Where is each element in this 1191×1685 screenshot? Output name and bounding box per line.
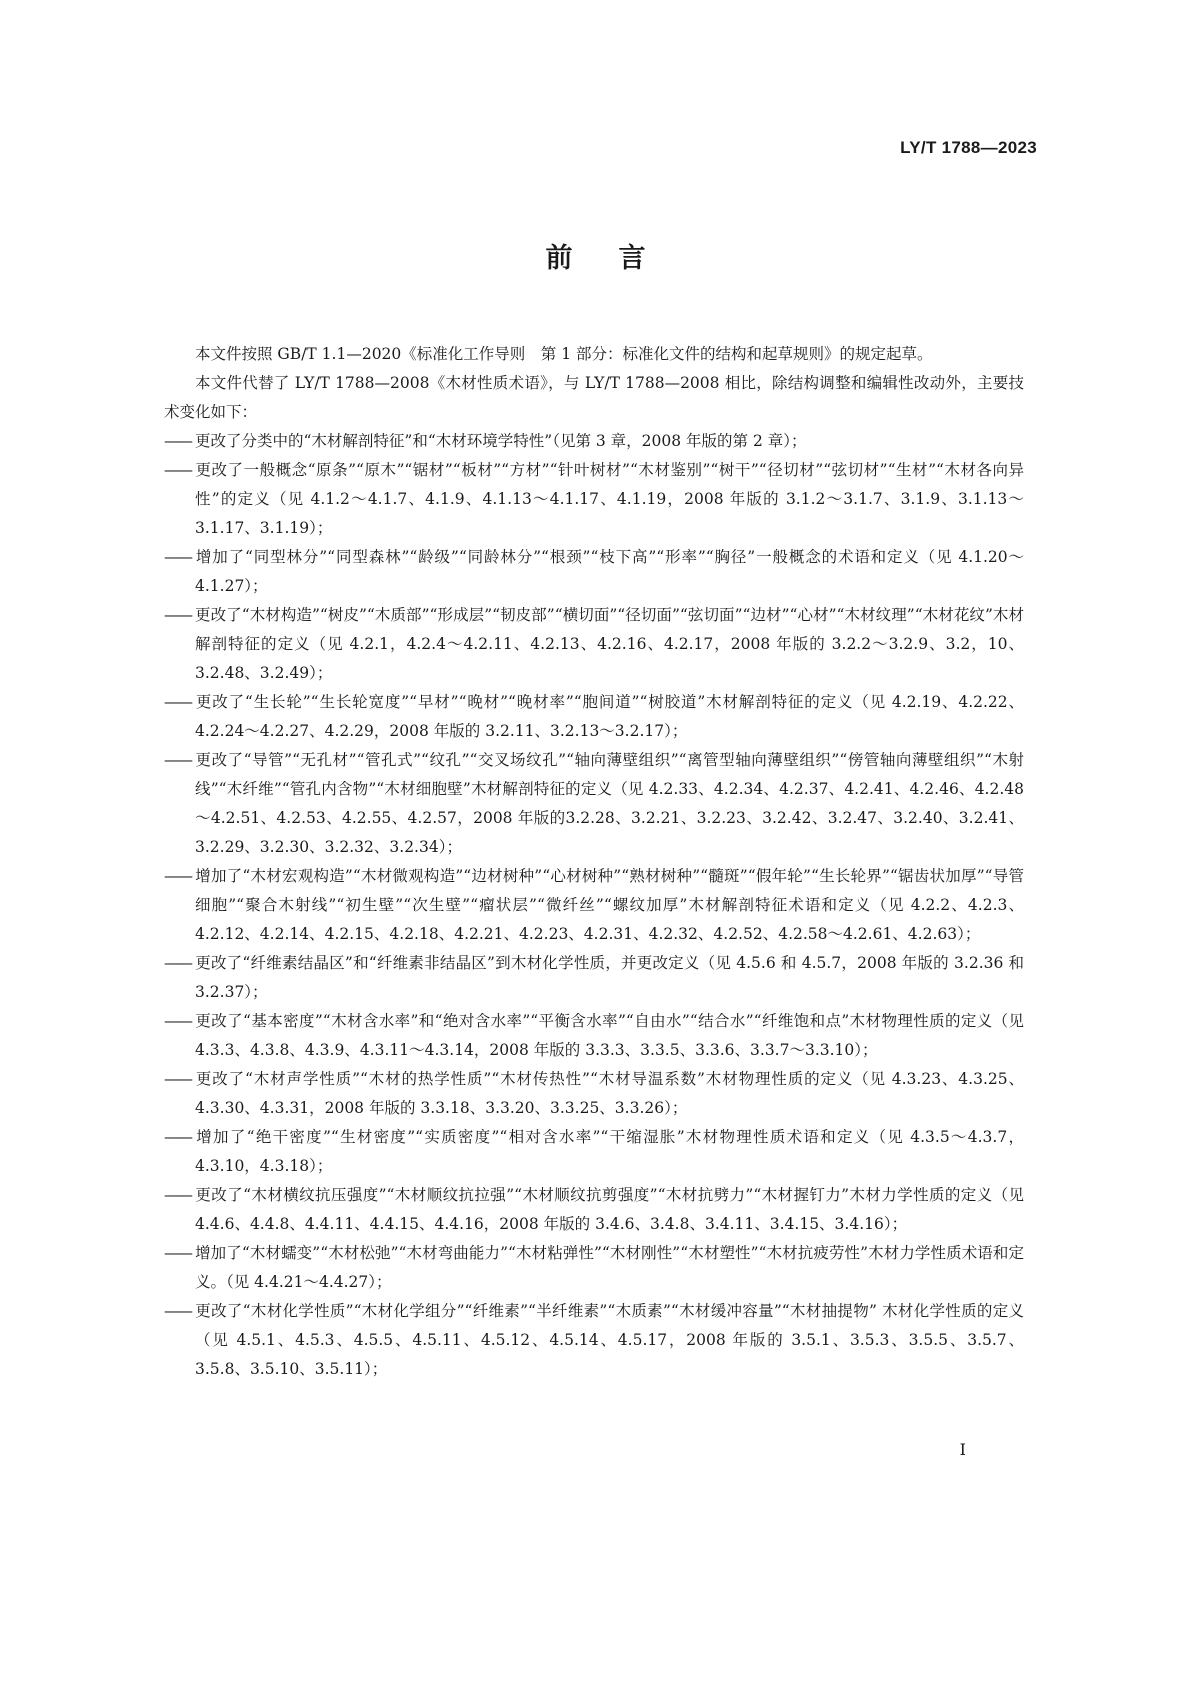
change-item-text: 增加了“绝干密度”“生材密度”“实质密度”“相对含水率”“干缩湿胀”木材物理性质术语和定义（见 4.3.5～4.3.7，4.3.10，4.3.18）；	[195, 1128, 1024, 1175]
change-item	[164, 456, 1024, 543]
change-item	[164, 543, 1024, 601]
change-item	[164, 688, 1024, 746]
change-item	[164, 1007, 1024, 1065]
change-item-text: 更改了“木材化学性质”“木材化学组分”“纤维素”“半纤维素”“木质素”“木材缓冲容量”“木材抽提物” 木材化学性质的定义（见 4.5.1、4.5.3、4.5.5、4.5.11、4.5.12、4.5.14、4.5.17，2008 年版的 3.5.1、3.5.3、3.5.5、3.5.7、3.5.8、3.5.10、3.5.11）；	[195, 1302, 1024, 1378]
list-dash: ——	[164, 606, 191, 624]
page-number: I	[959, 1440, 966, 1459]
change-item	[164, 427, 1024, 456]
change-item-text: 更改了“纤维素结晶区”和“纤维素非结晶区”到木材化学性质，并更改定义（见 4.5.6 和 4.5.7，2008 年版的 3.2.36 和 3.2.37）；	[195, 954, 1024, 1001]
list-dash: ——	[164, 1070, 191, 1088]
change-item-text: 更改了分类中的“木材解剖特征”和“木材环境学特性”（见第 3 章，2008 年版的第 2 章）；	[195, 432, 807, 450]
list-dash: ——	[164, 1302, 191, 1320]
list-dash: ——	[164, 954, 191, 972]
list-dash: ——	[164, 1012, 191, 1030]
change-item	[164, 1297, 1024, 1384]
document-body	[164, 340, 1024, 1384]
intro-paragraph: 本文件按照 GB/T 1.1—2020《标准化工作导则 第 1 部分：标准化文件的结构和起草规则》的规定起草。	[195, 345, 933, 363]
change-item-text: 更改了“木材横纹抗压强度”“木材顺纹抗拉强”“木材顺纹抗剪强度”“木材抗劈力”“木材握钉力”木材力学性质的定义（见 4.4.6、4.4.8、4.4.11、4.4.15、4.4.16，2008 年版的 3.4.6、3.4.8、3.4.11、3.4.15、3.4.16）；	[195, 1186, 1024, 1233]
list-dash: ——	[164, 1128, 191, 1146]
change-item	[164, 1065, 1024, 1123]
intro-paragraph: 本文件代替了 LY/T 1788—2008《木材性质术语》，与 LY/T 1788—2008 相比，除结构调整和编辑性改动外，主要技术变化如下：	[164, 374, 1024, 421]
page-title: 前言	[545, 243, 692, 274]
list-dash: ——	[164, 693, 191, 711]
change-item	[164, 601, 1024, 688]
change-item-text: 更改了“木材声学性质”“木材的热学性质”“木材传热性”“木材导温系数”木材物理性质的定义（见 4.3.23、4.3.25、4.3.30、4.3.31，2008 年版的 3.3.18、3.3.20、3.3.25、3.3.26）；	[195, 1070, 1024, 1117]
change-item-text: 更改了“生长轮”“生长轮宽度”“早材”“晚材”“晚材率”“胞间道”“树胶道”木材解剖特征的定义（见 4.2.19、4.2.22、4.2.24～4.2.27、4.2.29，2008 年版的 3.2.11、3.2.13～3.2.17）；	[195, 693, 1024, 740]
list-dash: ——	[164, 461, 191, 479]
change-item-text: 更改了“导管”“无孔材”“管孔式”“纹孔”“交叉场纹孔”“轴向薄壁组织”“离管型轴向薄壁组织”“傍管轴向薄壁组织”“木射线”“木纤维”“管孔内含物”“木材细胞壁”木材解剖特征的定义（见 4.2.33、4.2.34、4.2.37、4.2.41、4.2.46、4.2.48～4.2.51、4.2.53、4.2.55、4.2.57，2008 年版的3.2.28、3.2.21、3.2.23、3.2.42、3.2.47、3.2.40、3.2.41、3.2.29、3.2.30、3.2.32、3.2.34）；	[195, 751, 1024, 856]
list-dash: ——	[164, 867, 191, 885]
change-item-text: 更改了一般概念“原条”“原木”“锯材”“板材”“方材”“针叶树材”“木材鉴别”“树干”“径切材”“弦切材”“生材”“木材各向异性”的定义（见 4.1.2～4.1.7、4.1.9、4.1.13～4.1.17、4.1.19，2008 年版的 3.1.2～3.1.7、3.1.9、3.1.13～3.1.17、3.1.19）；	[195, 461, 1024, 537]
list-dash: ——	[164, 432, 191, 450]
change-item-text: 增加了“同型林分”“同型森林”“龄级”“同龄林分”“根颈”“枝下高”“形率”“胸径”一般概念的术语和定义（见 4.1.20～4.1.27）；	[195, 548, 1024, 595]
change-item-text: 增加了“木材蠕变”“木材松弛”“木材弯曲能力”“木材粘弹性”“木材刚性”“木材塑性”“木材抗疲劳性”木材力学性质术语和定义。（见 4.4.21～4.4.27）；	[195, 1244, 1024, 1291]
document-code: LY/T 1788—2023	[900, 138, 1037, 157]
list-dash: ——	[164, 1186, 191, 1204]
change-item	[164, 1123, 1024, 1181]
change-item-text: 更改了“基本密度”“木材含水率”和“绝对含水率”“平衡含水率”“自由水”“结合水”“纤维饱和点”木材物理性质的定义（见 4.3.3、4.3.8、4.3.9、4.3.11～4.3.14，2008 年版的 3.3.3、3.3.5、3.3.6、3.3.7～3.3.10）；	[195, 1012, 1024, 1059]
list-dash: ——	[164, 1244, 191, 1262]
change-item-text: 增加了“木材宏观构造”“木材微观构造”“边材树种”“心材树种”“熟材树种”“髓斑”“假年轮”“生长轮界”“锯齿状加厚”“导管细胞”“聚合木射线”“初生壁”“次生壁”“瘤状层”“微纤丝”“螺纹加厚”木材解剖特征术语和定义（见 4.2.2、4.2.3、4.2.12、4.2.14、4.2.15、4.2.18、4.2.21、4.2.23、4.2.31、4.2.32、4.2.52、4.2.58～4.2.61、4.2.63）；	[195, 867, 1024, 943]
list-dash: ——	[164, 548, 191, 566]
change-item	[164, 1239, 1024, 1297]
change-item	[164, 1181, 1024, 1239]
change-item-text: 更改了“木材构造”“树皮”“木质部”“形成层”“韧皮部”“横切面”“径切面”“弦切面”“边材”“心材”“木材纹理”“木材花纹”木材解剖特征的定义（见 4.2.1，4.2.4～4.2.11、4.2.13、4.2.16、4.2.17，2008 年版的 3.2.2～3.2.9、3.2，10、3.2.48、3.2.49）；	[195, 606, 1024, 682]
change-item	[164, 862, 1024, 949]
change-item	[164, 949, 1024, 1007]
list-dash: ——	[164, 751, 191, 769]
change-list	[164, 427, 1024, 1384]
change-item	[164, 746, 1024, 862]
